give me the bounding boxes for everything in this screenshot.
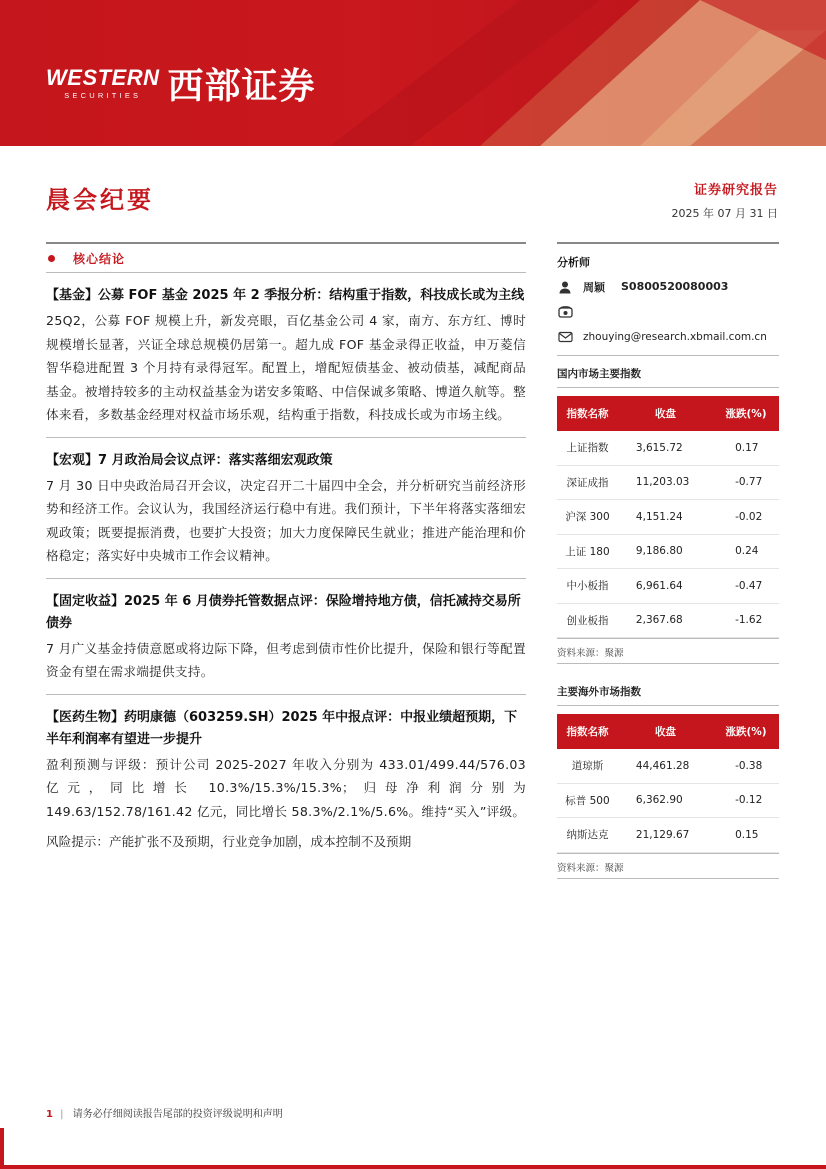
section-header (46, 244, 526, 273)
item-body: 盈利预测与评级：预计公司 2025-2027 年收入分别为 433.01/499.44/576.03 亿元，同比增长 10.3%/15.3%/15.3%；归母净利润分别为 149.63/152.78/161.42 亿元，同比增长 58.3%/2.1%/5.6%。维持“买入”评级。 (46, 756, 526, 819)
page-title: 晨会纪要 (46, 185, 154, 214)
index-close: 9,186.80 (618, 534, 713, 569)
index-name: 沪深 300 (557, 500, 618, 535)
table-row (557, 500, 779, 535)
sidebar (557, 242, 779, 879)
col-header-close: 收盘 (618, 714, 713, 749)
index-name: 上证 180 (557, 534, 618, 569)
footer-separator: | (60, 1109, 64, 1120)
divider (46, 578, 526, 579)
section-heading: 核心结论 (73, 251, 126, 266)
index-change: -0.02 (713, 500, 779, 535)
divider (46, 437, 526, 438)
table-row (557, 465, 779, 500)
domestic-table-source: 资料来源：聚源 (557, 638, 779, 664)
summary-item-macro (46, 450, 526, 579)
index-change: 0.15 (713, 818, 779, 853)
phone-icon (557, 304, 573, 320)
item-title: 【固定收益】2025 年 6 月债券托管数据点评：保险增持地方债，信托减持交易所债券 (46, 593, 521, 631)
index-change: -1.62 (713, 603, 779, 638)
summary-item-fixed-income (46, 591, 526, 695)
bottom-rule (0, 1165, 826, 1169)
index-change: -0.47 (713, 569, 779, 604)
divider (46, 694, 526, 695)
report-type: 证券研究报告 (693, 183, 778, 198)
index-name: 道琼斯 (557, 749, 618, 783)
index-close: 6,362.90 (618, 783, 713, 818)
analyst-email-row (557, 324, 779, 349)
email-icon (557, 329, 573, 345)
item-title: 【宏观】7 月政治局会议点评：落实落细宏观政策 (46, 452, 333, 468)
risk-warning: 风险提示：产能扩张不及预期，行业竞争加剧，成本控制不及预期 (46, 834, 412, 849)
report-date: 2025 年 07 月 31 日 (671, 207, 778, 220)
company-logo (46, 58, 316, 109)
index-change: 0.17 (713, 431, 779, 465)
analyst-cert-number: S0800520080003 (621, 280, 729, 293)
col-header-name: 指数名称 (557, 396, 618, 431)
core-conclusions (46, 242, 526, 853)
summary-item-fund (46, 285, 526, 438)
index-close: 21,129.67 (618, 818, 713, 853)
table-row (557, 534, 779, 569)
index-close: 2,367.68 (618, 603, 713, 638)
bullet-dot-icon (48, 255, 55, 262)
index-change: -0.12 (713, 783, 779, 818)
logo-en-text: WESTERN (46, 64, 160, 90)
table-row (557, 818, 779, 853)
page-footer (46, 1105, 283, 1120)
header-banner (0, 0, 826, 146)
table-row (557, 569, 779, 604)
analyst-email[interactable]: zhouying@research.xbmail.com.cn (583, 330, 767, 343)
index-name: 标普 500 (557, 783, 618, 818)
index-change: 0.24 (713, 534, 779, 569)
col-header-change: 涨跌(%) (713, 714, 779, 749)
item-body: 7 月广义基金持债意愿或将边际下降，但考虑到债市性价比提升，保险和银行等配置资金有望在需求端提供支持。 (46, 640, 526, 679)
index-name: 中小板指 (557, 569, 618, 604)
overseas-table-source: 资料来源：聚源 (557, 853, 779, 879)
corner-mark (0, 1128, 4, 1169)
analyst-name-row (557, 274, 779, 299)
item-body: 7 月 30 日中央政治局召开会议，决定召开二十届四中全会，并分析研究当前经济形势和经济工作。会议认为，我国经济运行稳中有进。我们预计，下半年将落实落细宏观政策；既要提振消费，也要扩大投资；加大力度保障民生就业；推进产能治理和价格稳定；落实好中央城市工作会议精神。 (46, 477, 526, 563)
divider (557, 355, 779, 356)
logo-en-subtext: SECURITIES (64, 90, 142, 100)
domestic-table-caption: 国内市场主要指数 (557, 366, 779, 388)
index-close: 4,151.24 (618, 500, 713, 535)
item-title: 【医药生物】药明康德（603259.SH）2025 年中报点评：中报业绩超预期，下半年利润率有望进一步提升 (46, 709, 518, 747)
index-name: 上证指数 (557, 431, 618, 465)
index-close: 3,615.72 (618, 431, 713, 465)
col-header-name: 指数名称 (557, 714, 618, 749)
item-title: 【基金】公募 FOF 基金 2025 年 2 季报分析：结构重于指数，科技成长或为主线 (46, 288, 525, 303)
table-row (557, 749, 779, 783)
logo-cn-text: 西部证券 (167, 66, 316, 107)
analyst-name: 周颖 (583, 280, 605, 294)
page-number: 1 (46, 1109, 53, 1120)
index-close: 11,203.03 (618, 465, 713, 500)
analyst-label: 分析师 (557, 242, 779, 274)
index-close: 44,461.28 (618, 749, 713, 783)
domestic-index-table (557, 396, 779, 638)
col-header-change: 涨跌(%) (713, 396, 779, 431)
summary-item-pharma (46, 707, 526, 824)
person-icon (557, 279, 573, 295)
col-header-close: 收盘 (618, 396, 713, 431)
index-change: -0.77 (713, 465, 779, 500)
index-change: -0.38 (713, 749, 779, 783)
disclaimer-text: 请务必仔细阅读报告尾部的投资评级说明和声明 (72, 1109, 283, 1120)
table-row (557, 783, 779, 818)
index-name: 创业板指 (557, 603, 618, 638)
overseas-index-table (557, 714, 779, 853)
item-body: 25Q2，公募 FOF 规模上升，新发亮眼，百亿基金公司 4 家，南方、东方红、博时规模增长显著，兴证全球总规模仍居第一。超九成 FOF 基金录得正收益，申万菱信智华稳进配置 3 个月持有录得冠军。配置上，增配短债基金、被动债基，减配商品基金。被增持较多的主动权益基金为诺安多策略、中信保诚多策略、博道久航等。整体来看，多数基金经理对权益市场乐观，结构重于指数，科技成长或为市场主线。 (46, 313, 526, 422)
index-close: 6,961.64 (618, 569, 713, 604)
overseas-table-caption: 主要海外市场指数 (557, 684, 779, 706)
index-name: 深证成指 (557, 465, 618, 500)
index-name: 纳斯达克 (557, 818, 618, 853)
analyst-phone-row (557, 299, 779, 324)
table-row (557, 603, 779, 638)
table-row (557, 431, 779, 465)
